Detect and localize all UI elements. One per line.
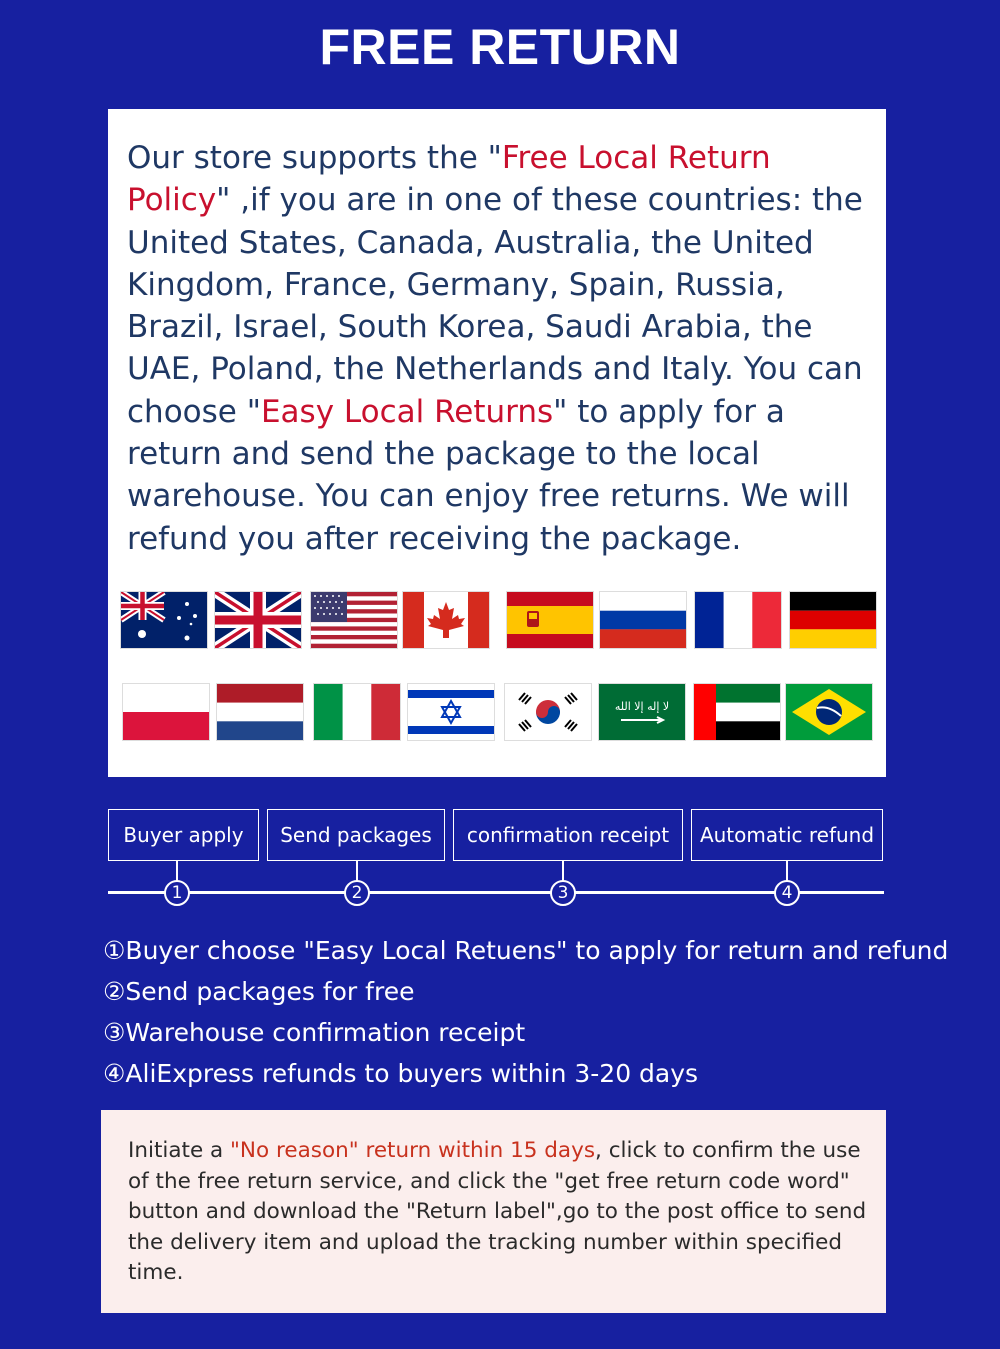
flags-row-2 [118,684,878,742]
france-flag [695,592,781,648]
netherlands-flag [217,684,303,740]
timeline-tick [562,861,564,881]
flags-row-1 [118,592,878,650]
instruction-item: ④AliExpress refunds to buyers within 3-20 days [103,1059,699,1088]
instruction-item: ②Send packages for free [103,977,415,1006]
step-box-buyer-apply: Buyer apply [108,809,259,861]
timeline-tick [356,861,358,881]
step-box-confirmation-receipt: confirmation receipt [453,809,683,861]
return-note-text [128,1136,878,1289]
instruction-item: ③Warehouse confirmation receipt [103,1018,526,1047]
germany-flag [790,592,876,648]
israel-flag [408,684,494,740]
spain-flag [507,592,593,648]
brazil-flag [786,684,872,740]
step-number-3: 3 [550,880,576,906]
instructions-list [103,930,948,1094]
timeline-tick [786,861,788,881]
step-number-4: 4 [774,880,800,906]
policy-highlight-free-local-return: Free Local Return Policy [127,140,771,219]
policy-highlight-easy-local-returns: Easy Local Returns [260,393,554,430]
note-highlight: "No reason" return within 15 days [230,1138,596,1163]
step-number-1: 1 [164,880,190,906]
policy-card [108,109,886,777]
return-note-card [101,1110,886,1313]
poland-flag [123,684,209,740]
uk-flag [215,592,301,648]
step-box-automatic-refund: Automatic refund [691,809,883,861]
russia-flag [600,592,686,648]
uae-flag [694,684,780,740]
canada-flag [403,592,489,648]
instruction-item: ①Buyer choose "Easy Local Retuens" to apply for return and refund [103,936,949,965]
policy-text-part3: " to apply for a return and send the package to the local warehouse. You can enjoy free returns. We will refund you after receiving the package. [127,393,850,557]
south-korea-flag [505,684,591,740]
timeline-tick [176,861,178,881]
step-box-send-packages: Send packages [267,809,445,861]
saudi-arabia-flag [599,684,685,740]
page-title: FREE RETURN [319,19,681,75]
timeline-line [108,891,884,894]
italy-flag [314,684,400,740]
note-text-part1: Initiate a [128,1138,231,1163]
step-number-2: 2 [344,880,370,906]
australia-flag [121,592,207,648]
note-text-part2: , click to confirm the use of the free return service, and click the "get free return code word" button and download the "Return label",go to the post office to send the delivery item and upload the tracking number within specified time. [128,1138,867,1286]
policy-text-part1: Our store supports the " [127,140,502,176]
policy-text [127,137,877,560]
usa-flag [311,592,397,648]
saudi-flag-script: لا إله إلا الله [614,700,670,713]
policy-text-part2: " ,if you are in one of these countries: the United States, Canada, Australia, the United Kingdom, France, Germany, Spain, Russia, Brazil, Israel, South Korea, Saudi Arabia, the UAE, Poland, the Netherlands and Italy. You can choose " [127,182,863,430]
